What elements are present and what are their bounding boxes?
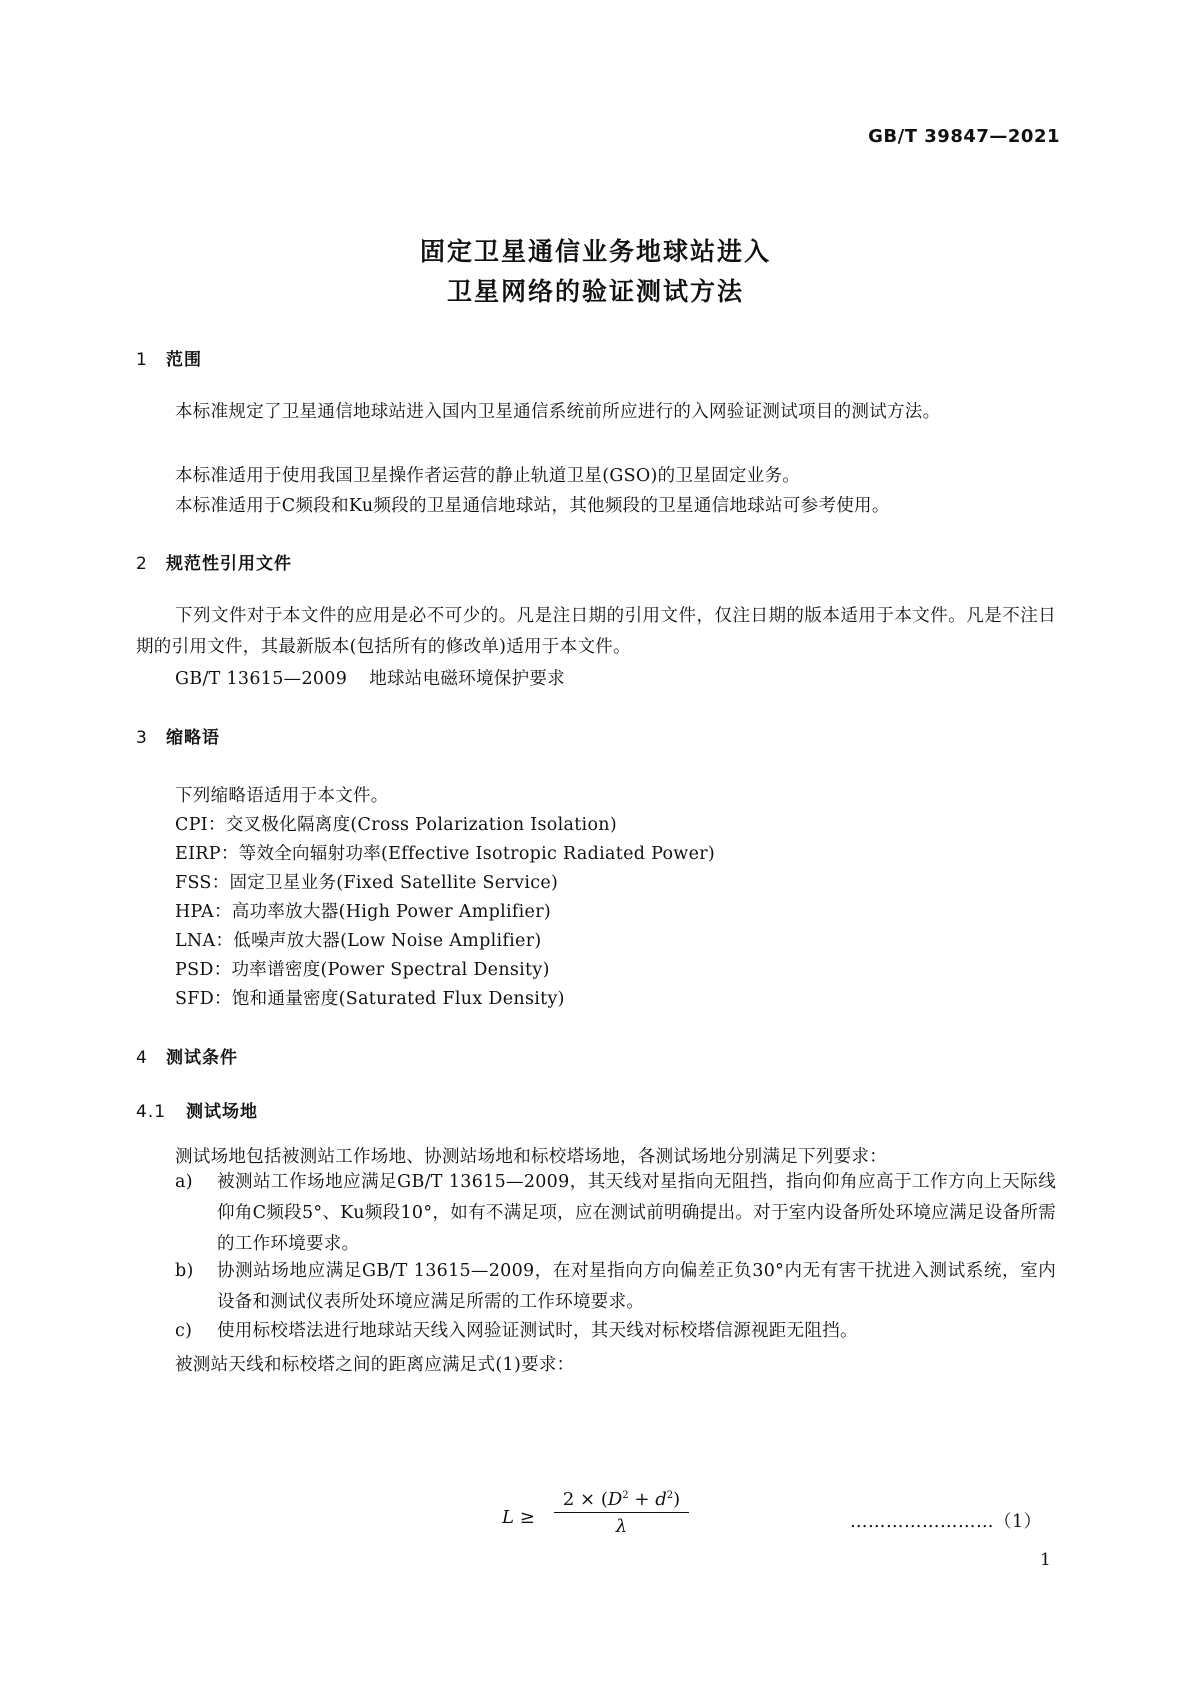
abbreviation-item: PSD：功率谱密度(Power Spectral Density) xyxy=(175,960,550,980)
subsection-number: 4.1 xyxy=(136,1102,167,1122)
list-item xyxy=(175,1167,1056,1260)
abbreviation-item: SFD：饱和通量密度(Saturated Flux Density) xyxy=(175,989,565,1009)
formula-lhs: L ≥ xyxy=(502,1507,535,1528)
list-item-text: 被测站工作场地应满足GB/T 13615—2009，其天线对星指向无阻挡，指向仰角应高于工作方向上天际线仰角C频段5°、Ku频段10°，如有不满足项，应在测试前明确提出。对于室内设备所处环境应满足设备所需的工作环境要求。 xyxy=(217,1172,1056,1254)
section-2-heading xyxy=(136,549,292,574)
document-title-line-1: 固定卫星通信业务地球站进入 xyxy=(419,237,771,266)
abbreviations-intro: 下列缩略语适用于本文件。 xyxy=(175,786,389,806)
distance-requirement-text: 被测站天线和标校塔之间的距离应满足式(1)要求： xyxy=(175,1355,575,1375)
abbreviation-item: CPI：交叉极化隔离度(Cross Polarization Isolation) xyxy=(175,815,617,835)
reference-code: GB/T 13615—2009 xyxy=(175,669,348,689)
abbreviation-item: LNA：低噪声放大器(Low Noise Amplifier) xyxy=(175,931,542,951)
list-item-label: a) xyxy=(175,1172,193,1192)
abbreviation-item: EIRP：等效全向辐射功率(Effective Isotropic Radiated Power) xyxy=(175,844,716,864)
standard-code: GB/T 39847—2021 xyxy=(868,126,1060,147)
paragraph: 下列文件对于本文件的应用是必不可少的。凡是注日期的引用文件，仅注日期的版本适用于本文件。凡是不注日期的引用文件，其最新版本(包括所有的修改单)适用于本文件。 xyxy=(136,606,1056,657)
list-item-text: 协测站场地应满足GB/T 13615—2009，在对星指向方向偏差正负30°内无有害干扰进入测试系统，室内设备和测试仪表所处环境应满足所需的工作环境要求。 xyxy=(217,1261,1056,1312)
abbreviation-item: FSS：固定卫星业务(Fixed Satellite Service) xyxy=(175,873,559,893)
list-item-text: 使用标校塔法进行地球站天线入网验证测试时，其天线对标校塔信源视距无阻挡。 xyxy=(217,1321,858,1341)
paragraph: 本标准适用于使用我国卫星操作者运营的静止轨道卫星(GSO)的卫星固定业务。 xyxy=(175,466,801,486)
section-title: 缩略语 xyxy=(166,728,220,748)
formula-denominator: λ xyxy=(615,1516,628,1537)
list-item xyxy=(175,1256,1056,1318)
abbreviation-item: HPA：高功率放大器(High Power Amplifier) xyxy=(175,902,552,922)
section-number: 4 xyxy=(136,1048,148,1068)
paragraph: 本标准规定了卫星通信地球站进入国内卫星通信系统前所应进行的入网验证测试项目的测试方法。 xyxy=(175,402,941,422)
paragraph: 本标准适用于C频段和Ku频段的卫星通信地球站，其他频段的卫星通信地球站可参考使用。 xyxy=(175,496,890,516)
page-number: 1 xyxy=(1040,1550,1051,1570)
normative-reference xyxy=(175,665,565,690)
list-item xyxy=(175,1316,1056,1347)
section-1-heading xyxy=(136,345,202,370)
section-title: 规范性引用文件 xyxy=(166,554,292,574)
section-3-heading xyxy=(136,723,220,748)
section-number: 1 xyxy=(136,350,148,370)
section-number: 3 xyxy=(136,728,148,748)
list-item-label: b) xyxy=(175,1261,194,1281)
fraction-bar xyxy=(554,1512,689,1513)
document-title-line-2: 卫星网络的验证测试方法 xyxy=(446,277,744,306)
test-site-intro: 测试场地包括被测站工作场地、协测站场地和标校塔场地，各测试场地分别满足下列要求： xyxy=(175,1147,887,1167)
reference-title: 地球站电磁环境保护要求 xyxy=(369,669,565,689)
formula-fraction xyxy=(554,1489,689,1537)
section-title: 范围 xyxy=(166,350,202,370)
subsection-4-1-heading xyxy=(136,1097,258,1122)
equation-number: ……………………（1） xyxy=(850,1512,1042,1532)
section-title: 测试条件 xyxy=(166,1048,238,1068)
section-4-heading xyxy=(136,1043,238,1068)
formula-numerator: $2 \times (D^2 + d^2)$ xyxy=(562,1489,681,1510)
section-number: 2 xyxy=(136,554,148,574)
subsection-title: 测试场地 xyxy=(186,1102,258,1122)
list-item-label: c) xyxy=(175,1321,193,1341)
